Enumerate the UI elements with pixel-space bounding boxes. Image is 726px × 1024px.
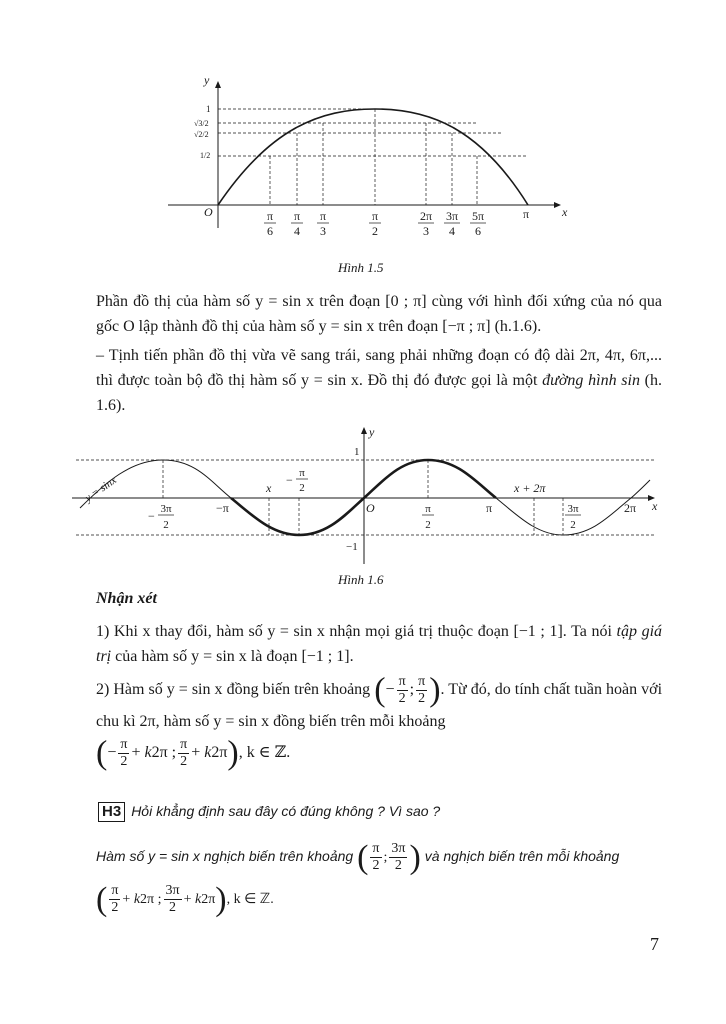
xtick-pi3-den: 3: [320, 224, 326, 238]
h3-question-block: [98, 802, 440, 822]
ytick-sqrt2-2: √2/2: [194, 130, 209, 139]
y-axis-label: y: [369, 425, 375, 439]
paragraph-2-emphasis: đường hình sin: [542, 372, 640, 389]
x-axis-label: x: [562, 205, 568, 219]
origin-label: O: [366, 501, 375, 515]
xtick-pi2-den: 2: [372, 224, 378, 238]
xtick-pi6-num: π: [266, 209, 274, 223]
h3-statement: [96, 836, 666, 920]
tick-minus-3pi2-num: 3π: [160, 503, 172, 515]
curve-label: y = sinx: [82, 474, 119, 505]
remark-1-text: 1) Khi x thay đổi, hàm số y = sin x nhận mọi giá trị thuộc đoạn [−1 ; 1]. Ta nói: [96, 623, 617, 640]
x-axis-label: x: [652, 499, 658, 513]
xtick-5pi6-den: 6: [475, 224, 481, 238]
xtick-pi4-den: 4: [294, 224, 300, 238]
page-number: 7: [650, 934, 659, 954]
paragraph-2-end: (h. 1.6).: [96, 372, 663, 414]
paragraph-2-text: – Tịnh tiến phần đồ thị vừa vẽ sang trái, sang phải những đoạn có độ dài 2π, 4π, 6π,... thì được toàn bộ đồ thị hàm số y = sin x. Đồ thị đó được gọi là một: [96, 347, 662, 389]
h3-label: H3: [98, 802, 125, 822]
ytick-sqrt3-2: √3/2: [194, 119, 209, 128]
xtick-2pi3-num: 2π: [419, 209, 433, 223]
tick-pi2-den: 2: [425, 519, 431, 531]
interval-1: (− $\frac{\pi}{2}$ ; $\frac{\pi}{2}$ ): [374, 671, 441, 709]
label-minus-one: −1: [346, 541, 358, 553]
ytick-1: 1: [206, 104, 211, 114]
interval-3: ( $\frac{\pi}{2}$ ; $\frac{3\pi}{2}$ ): [357, 838, 421, 876]
figure-1-6: [66, 422, 666, 572]
origin-label: O: [204, 205, 213, 219]
remark-2: [96, 671, 663, 772]
tick-pi2-num: π: [425, 503, 431, 515]
xtick-pi6-den: 6: [267, 224, 273, 238]
tick-pi: π: [486, 501, 493, 515]
label-minus-pi2-sign: −: [286, 473, 293, 487]
tick-3pi2-den: 2: [570, 519, 576, 531]
tick-minus-3pi2-den: 2: [163, 519, 169, 531]
interval-4: ( $\frac{\pi}{2}$ + k2π ; $\frac{3\pi}{2}$ + k2π): [96, 880, 227, 918]
h3-statement-b: và nghịch biến trên mỗi khoảng: [424, 848, 620, 864]
tick-minus-3pi2-sign: −: [148, 509, 155, 523]
xtick-pi2-num: π: [371, 209, 379, 223]
xtick-pi: π: [522, 207, 530, 221]
label-x: x: [266, 481, 272, 495]
xtick-pi3-num: π: [319, 209, 327, 223]
label-minus-pi2-den: 2: [299, 482, 305, 494]
tick-2pi: 2π: [624, 501, 637, 515]
paragraph-1: Phần đồ thị của hàm số y = sin x trên đoạn [0 ; π] cùng với hình đối xứng của nó qua gốc O lập thành đồ thị của hàm số y = sin x trên đoạn [−π ; π] (h.1.6).: [96, 293, 662, 335]
label-x-plus-2pi: x + 2π: [514, 481, 546, 495]
h3-statement-c: , k ∈ ℤ.: [226, 892, 274, 907]
remark-1: [96, 619, 662, 669]
remark-2-text-c: , k ∈ ℤ.: [238, 744, 291, 762]
remark-title: Nhận xét: [96, 590, 157, 607]
figure-1-6-caption: Hình 1.6: [338, 572, 384, 587]
h3-statement-a: Hàm số y = sin x nghịch biến trên khoảng: [96, 848, 354, 864]
xtick-5pi6-num: 5π: [471, 209, 485, 223]
sine-curve-0-pi: [218, 109, 528, 205]
label-one: 1: [354, 446, 360, 458]
xtick-2pi3-den: 3: [423, 224, 429, 238]
y-axis-label: y: [204, 73, 210, 87]
ytick-1-2: 1/2: [200, 151, 211, 160]
tick-3pi2-num: 3π: [567, 503, 579, 515]
interval-2: (− $\frac{\pi}{2}$ + k2π ; $\frac{\pi}{2}$ + k2π): [96, 734, 239, 772]
remark-2-text-b: . Từ đó, do tính chất tuần hoàn với chu kì 2π, hàm số y = sin x đồng biến trên mỗi khoảng: [96, 681, 663, 730]
figure-1-5-caption: Hình 1.5: [338, 260, 384, 275]
xtick-3pi4-num: 3π: [445, 209, 459, 223]
h3-question: Hỏi khẳng định sau đây có đúng không ? Vì sao ?: [131, 803, 441, 819]
paragraph-2: [96, 343, 662, 418]
remark-1-emphasis: tập giá trị: [96, 623, 663, 665]
tick-minus-pi: −π: [216, 501, 229, 515]
xtick-3pi4-den: 4: [449, 224, 455, 238]
remark-2-text-a: 2) Hàm số y = sin x đồng biến trên khoảng: [96, 681, 371, 699]
xtick-pi4-num: π: [293, 209, 301, 223]
remark-1-end: của hàm số y = sin x là đoạn [−1 ; 1].: [111, 648, 354, 665]
label-minus-pi2-num: π: [299, 467, 305, 479]
figure-1-5: [150, 68, 590, 248]
